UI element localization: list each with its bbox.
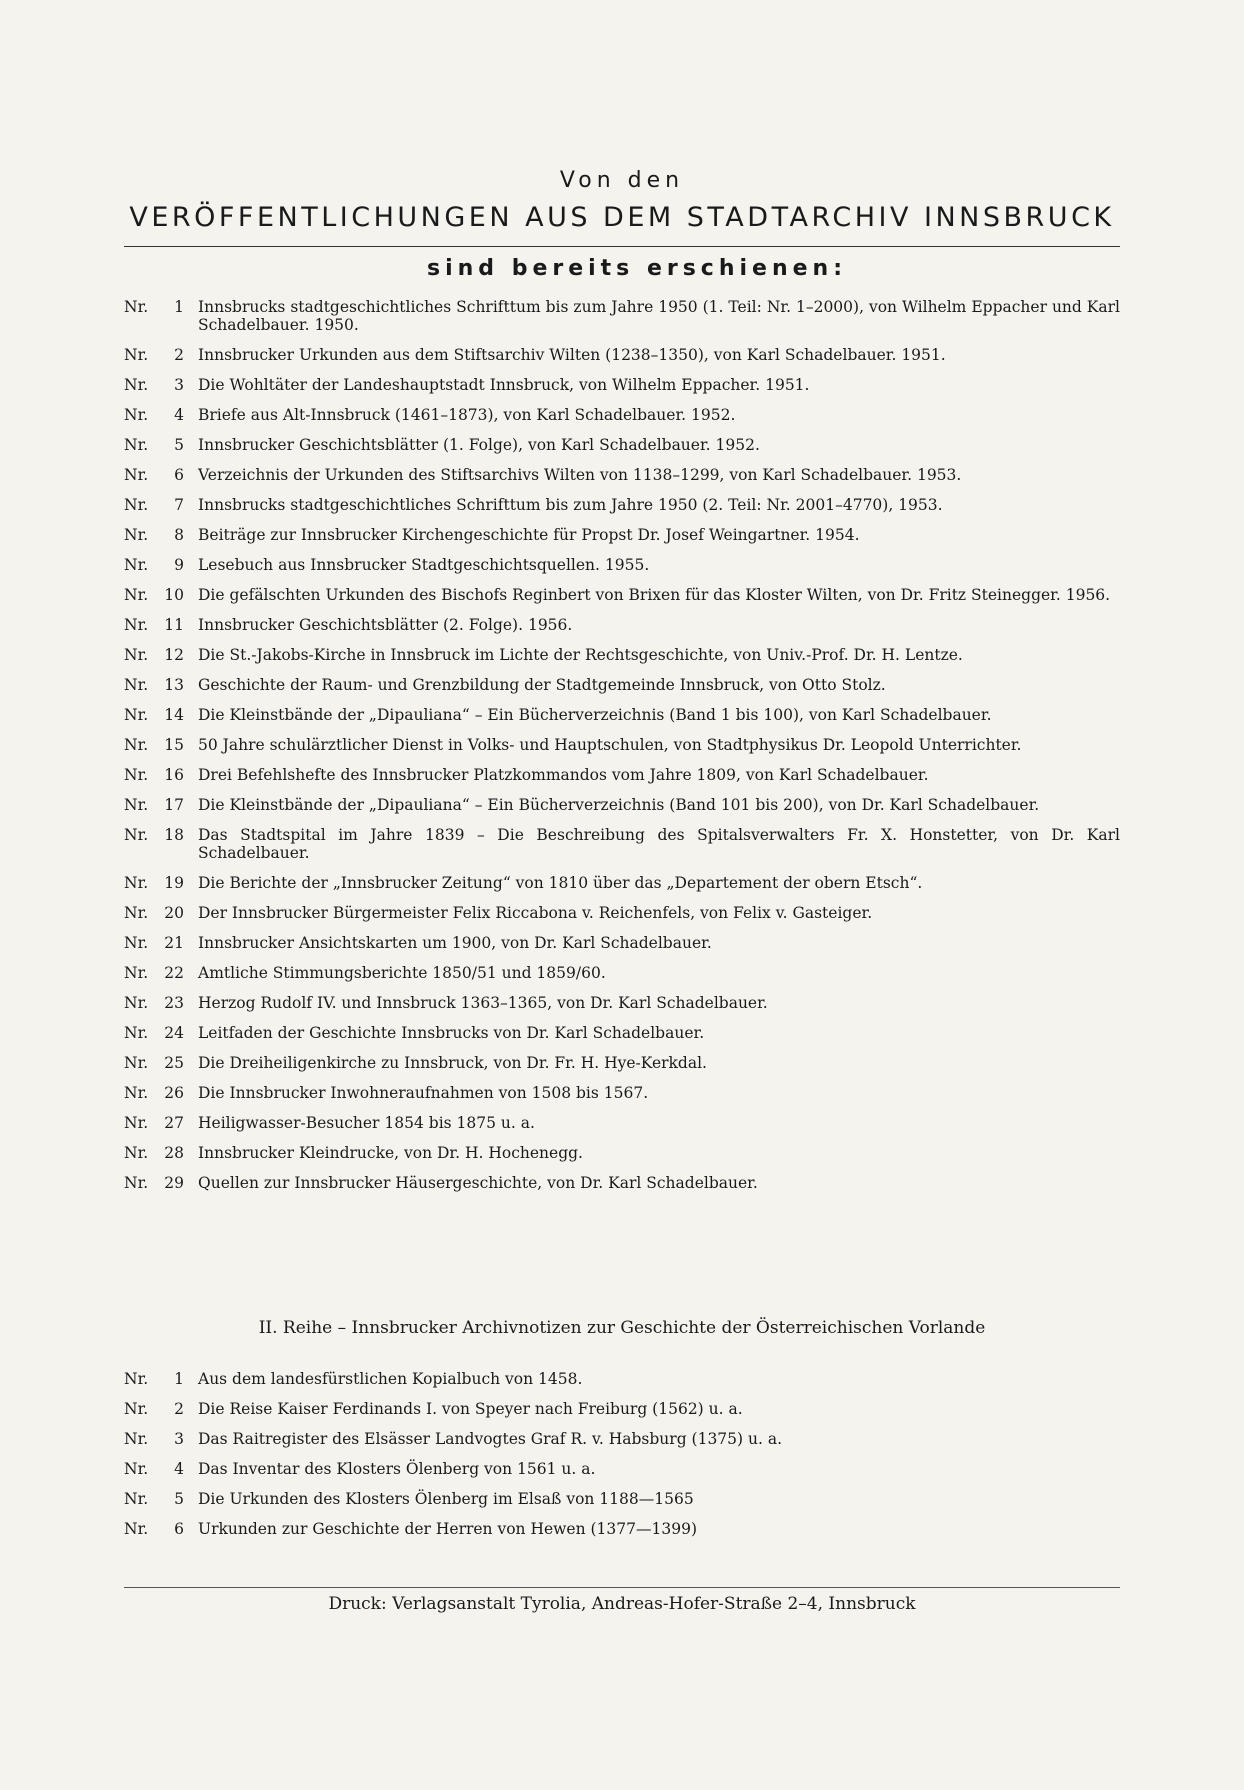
entry-text: Herzog Rudolf IV. und Innsbruck 1363–1365, von Dr. Karl Schadelbauer. xyxy=(198,994,768,1012)
entry-number: 6 xyxy=(174,466,184,484)
entry-text: Heiligwasser-Besucher 1854 bis 1875 u. a. xyxy=(198,1114,535,1132)
list-item xyxy=(124,1054,1120,1072)
entry-number: 28 xyxy=(164,1144,184,1162)
entry-prefix: Nr. xyxy=(124,994,149,1012)
entry-prefix: Nr. xyxy=(124,376,149,394)
entry-prefix: Nr. xyxy=(124,466,149,484)
entry-text: Beiträge zur Innsbrucker Kirchengeschichte für Propst Dr. Josef Weingartner. 1954. xyxy=(198,526,860,544)
entry-prefix: Nr. xyxy=(124,826,149,844)
entry-number: 22 xyxy=(164,964,184,982)
list-item xyxy=(124,1144,1120,1162)
entry-prefix: Nr. xyxy=(124,1460,149,1478)
entry-number: 11 xyxy=(164,616,184,634)
printer-footer: Druck: Verlagsanstalt Tyrolia, Andreas-Hofer-Straße 2–4, Innsbruck xyxy=(328,1594,916,1614)
entry-number: 10 xyxy=(164,586,184,604)
entry-prefix: Nr. xyxy=(124,1400,149,1418)
entry-text: Das Stadtspital im Jahre 1839 – Die Beschreibung des Spitalsverwalters Fr. X. Honstetter, von Dr. Karl Schadelbauer. xyxy=(198,826,1120,862)
entry-text: Verzeichnis der Urkunden des Stiftsarchivs Wilten von 1138–1299, von Karl Schadelbauer. 1953. xyxy=(198,466,962,484)
list-item xyxy=(124,586,1120,604)
entry-text: Innsbrucker Geschichtsblätter (1. Folge), von Karl Schadelbauer. 1952. xyxy=(198,436,760,454)
entry-text: Innsbrucks stadtgeschichtliches Schrifttum bis zum Jahre 1950 (1. Teil: Nr. 1–2000), von Wilhelm Eppacher und Karl Schadelbauer. 1950. xyxy=(198,298,1120,334)
entry-number: 1 xyxy=(174,298,184,316)
list-item xyxy=(124,1174,1120,1192)
list-item xyxy=(124,496,1120,514)
entry-text: Drei Befehlshefte des Innsbrucker Platzkommandos vom Jahre 1809, von Karl Schadelbauer. xyxy=(198,766,929,784)
entry-prefix: Nr. xyxy=(124,298,149,316)
list-item xyxy=(124,526,1120,544)
entry-text: Innsbrucker Ansichtskarten um 1900, von Dr. Karl Schadelbauer. xyxy=(198,934,712,952)
list-item xyxy=(124,964,1120,982)
title-divider xyxy=(124,246,1120,247)
entry-prefix: Nr. xyxy=(124,964,149,982)
list-item xyxy=(124,874,1120,892)
entry-number: 2 xyxy=(174,1400,184,1418)
entry-number: 27 xyxy=(164,1114,184,1132)
entry-number: 8 xyxy=(174,526,184,544)
series2-title: II. Reihe – Innsbrucker Archivnotizen zur Geschichte der Österreichischen Vorlande xyxy=(258,1318,986,1338)
pre-title: Von den xyxy=(559,168,685,193)
entry-prefix: Nr. xyxy=(124,1490,149,1508)
entry-prefix: Nr. xyxy=(124,1114,149,1132)
entry-text: Innsbrucker Kleindrucke, von Dr. H. Hochenegg. xyxy=(198,1144,583,1162)
entry-text: Die Urkunden des Klosters Ölenberg im Elsaß von 1188—1565 xyxy=(198,1490,694,1508)
list-item xyxy=(124,1084,1120,1102)
list-item xyxy=(124,904,1120,922)
entry-prefix: Nr. xyxy=(124,904,149,922)
entry-prefix: Nr. xyxy=(124,1430,149,1448)
entry-text: Lesebuch aus Innsbrucker Stadtgeschichtsquellen. 1955. xyxy=(198,556,650,574)
entry-text: Die St.-Jakobs-Kirche in Innsbruck im Lichte der Rechtsgeschichte, von Univ.-Prof. Dr. H. Lentze. xyxy=(198,646,963,664)
entry-prefix: Nr. xyxy=(124,556,149,574)
entry-text: Die Reise Kaiser Ferdinands I. von Speyer nach Freiburg (1562) u. a. xyxy=(198,1400,743,1418)
entry-number: 4 xyxy=(174,1460,184,1478)
entry-number: 26 xyxy=(164,1084,184,1102)
entry-prefix: Nr. xyxy=(124,934,149,952)
entry-number: 4 xyxy=(174,406,184,424)
entry-text: Geschichte der Raum- und Grenzbildung der Stadtgemeinde Innsbruck, von Otto Stolz. xyxy=(198,676,886,694)
entry-number: 21 xyxy=(164,934,184,952)
entry-number: 13 xyxy=(164,676,184,694)
entry-prefix: Nr. xyxy=(124,1054,149,1072)
list-item xyxy=(124,1460,1120,1478)
entry-number: 5 xyxy=(174,1490,184,1508)
entry-prefix: Nr. xyxy=(124,346,149,364)
list-item xyxy=(124,796,1120,814)
entry-text: Innsbrucker Geschichtsblätter (2. Folge). 1956. xyxy=(198,616,573,634)
entry-number: 9 xyxy=(174,556,184,574)
entry-prefix: Nr. xyxy=(124,406,149,424)
series1-list xyxy=(124,298,1120,1204)
footer-divider xyxy=(124,1587,1120,1588)
entry-prefix: Nr. xyxy=(124,616,149,634)
list-item xyxy=(124,676,1120,694)
list-item xyxy=(124,298,1120,334)
entry-prefix: Nr. xyxy=(124,1144,149,1162)
list-item xyxy=(124,466,1120,484)
entry-prefix: Nr. xyxy=(124,766,149,784)
entry-number: 3 xyxy=(174,376,184,394)
entry-number: 3 xyxy=(174,1430,184,1448)
subtitle: sind bereits erschienen: xyxy=(426,256,848,281)
entry-text: Die Kleinstbände der „Dipauliana“ – Ein Bücherverzeichnis (Band 101 bis 200), von Dr. Karl Schadelbauer. xyxy=(198,796,1040,814)
list-item xyxy=(124,1430,1120,1448)
entry-prefix: Nr. xyxy=(124,496,149,514)
entry-text: Innsbrucker Urkunden aus dem Stiftsarchiv Wilten (1238–1350), von Karl Schadelbauer. 1951. xyxy=(198,346,946,364)
entry-prefix: Nr. xyxy=(124,676,149,694)
entry-text: Urkunden zur Geschichte der Herren von Hewen (1377—1399) xyxy=(198,1520,697,1538)
entry-number: 15 xyxy=(164,736,184,754)
entry-number: 16 xyxy=(164,766,184,784)
entry-number: 24 xyxy=(164,1024,184,1042)
entry-prefix: Nr. xyxy=(124,1370,149,1388)
entry-number: 20 xyxy=(164,904,184,922)
series2-list xyxy=(124,1370,1120,1538)
entry-text: Die Berichte der „Innsbrucker Zeitung“ von 1810 über das „Departement der obern Etsch“. xyxy=(198,874,923,892)
entry-text: Die Kleinstbände der „Dipauliana“ – Ein Bücherverzeichnis (Band 1 bis 100), von Karl Schadelbauer. xyxy=(198,706,992,724)
list-item xyxy=(124,1114,1120,1132)
entry-text: 50 Jahre schulärztlicher Dienst in Volks- und Hauptschulen, von Stadtphysikus Dr. Leopold Unterrichter. xyxy=(198,736,1022,754)
entry-number: 5 xyxy=(174,436,184,454)
entry-prefix: Nr. xyxy=(124,586,149,604)
entry-prefix: Nr. xyxy=(124,1024,149,1042)
list-item xyxy=(124,766,1120,784)
list-item xyxy=(124,376,1120,394)
entry-text: Leitfaden der Geschichte Innsbrucks von Dr. Karl Schadelbauer. xyxy=(198,1024,705,1042)
entry-number: 23 xyxy=(164,994,184,1012)
entry-prefix: Nr. xyxy=(124,736,149,754)
entry-text: Die Innsbrucker Inwohneraufnahmen von 1508 bis 1567. xyxy=(198,1084,649,1102)
list-item xyxy=(124,1400,1120,1418)
list-item xyxy=(124,436,1120,454)
entry-number: 14 xyxy=(164,706,184,724)
list-item xyxy=(124,556,1120,574)
entry-number: 17 xyxy=(164,796,184,814)
entry-prefix: Nr. xyxy=(124,526,149,544)
entry-prefix: Nr. xyxy=(124,1520,149,1538)
entry-number: 29 xyxy=(164,1174,184,1192)
list-item xyxy=(124,826,1120,862)
entry-number: 6 xyxy=(174,1520,184,1538)
entry-number: 7 xyxy=(174,496,184,514)
entry-prefix: Nr. xyxy=(124,706,149,724)
list-item xyxy=(124,736,1120,754)
entry-text: Das Raitregister des Elsässer Landvogtes Graf R. v. Habsburg (1375) u. a. xyxy=(198,1430,783,1448)
entry-text: Amtliche Stimmungsberichte 1850/51 und 1859/60. xyxy=(198,964,606,982)
entry-text: Briefe aus Alt-Innsbruck (1461–1873), von Karl Schadelbauer. 1952. xyxy=(198,406,736,424)
entry-prefix: Nr. xyxy=(124,436,149,454)
entry-text: Innsbrucks stadtgeschichtliches Schrifttum bis zum Jahre 1950 (2. Teil: Nr. 2001–4770), 1953. xyxy=(198,496,943,514)
entry-text: Das Inventar des Klosters Ölenberg von 1561 u. a. xyxy=(198,1460,596,1478)
list-item xyxy=(124,1520,1120,1538)
entry-text: Die Dreiheiligenkirche zu Innsbruck, von Dr. Fr. H. Hye-Kerkdal. xyxy=(198,1054,707,1072)
entry-text: Die Wohltäter der Landeshauptstadt Innsbruck, von Wilhelm Eppacher. 1951. xyxy=(198,376,810,394)
entry-prefix: Nr. xyxy=(124,874,149,892)
entry-number: 19 xyxy=(164,874,184,892)
list-item xyxy=(124,406,1120,424)
entry-number: 25 xyxy=(164,1054,184,1072)
entry-number: 1 xyxy=(174,1370,184,1388)
page-title: VERÖFFENTLICHUNGEN AUS DEM STADTARCHIV INNSBRUCK xyxy=(129,202,1115,233)
entry-prefix: Nr. xyxy=(124,796,149,814)
list-item xyxy=(124,934,1120,952)
entry-number: 12 xyxy=(164,646,184,664)
list-item xyxy=(124,646,1120,664)
list-item xyxy=(124,994,1120,1012)
list-item xyxy=(124,706,1120,724)
entry-prefix: Nr. xyxy=(124,1174,149,1192)
entry-text: Quellen zur Innsbrucker Häusergeschichte, von Dr. Karl Schadelbauer. xyxy=(198,1174,758,1192)
entry-text: Der Innsbrucker Bürgermeister Felix Riccabona v. Reichenfels, von Felix v. Gasteiger. xyxy=(198,904,873,922)
entry-prefix: Nr. xyxy=(124,646,149,664)
list-item xyxy=(124,1370,1120,1388)
list-item xyxy=(124,346,1120,364)
list-item xyxy=(124,1024,1120,1042)
entry-text: Die gefälschten Urkunden des Bischofs Reginbert von Brixen für das Kloster Wilten, von Dr. Fritz Steinegger. 1956. xyxy=(198,586,1111,604)
list-item xyxy=(124,1490,1120,1508)
entry-number: 18 xyxy=(164,826,184,844)
list-item xyxy=(124,616,1120,634)
entry-number: 2 xyxy=(174,346,184,364)
entry-prefix: Nr. xyxy=(124,1084,149,1102)
entry-text: Aus dem landesfürstlichen Kopialbuch von 1458. xyxy=(198,1370,583,1388)
